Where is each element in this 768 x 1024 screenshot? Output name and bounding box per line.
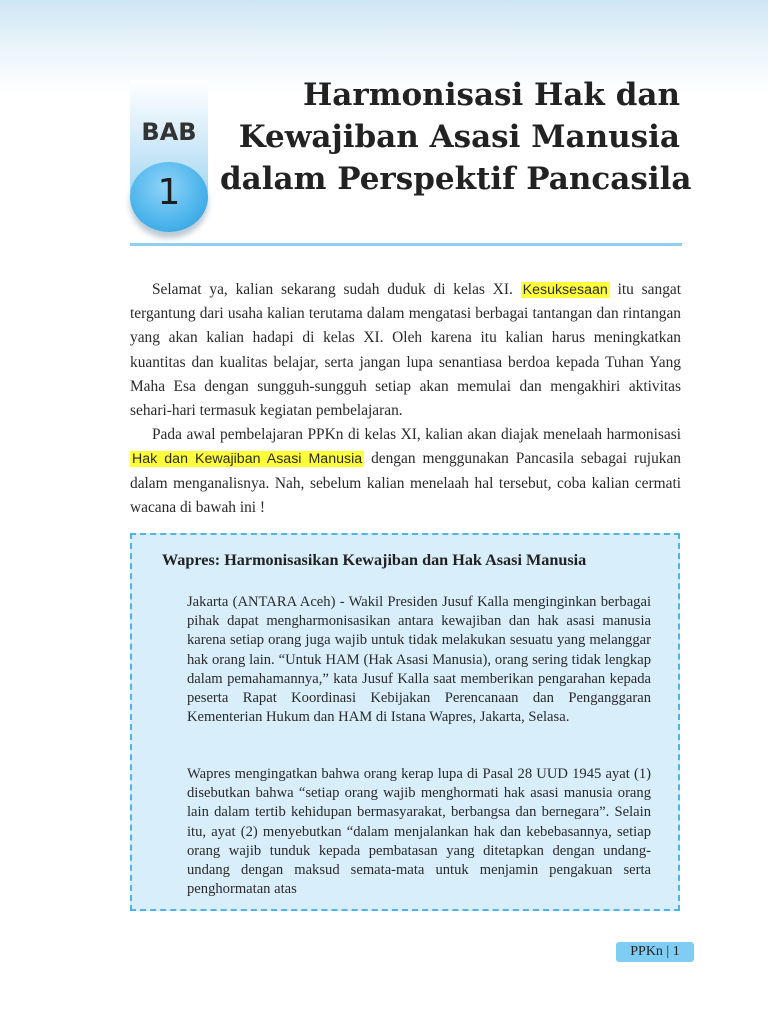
intro-text-run: itu sangat tergantung dari usaha kalian terutama dalam mengatasi berbagai tantangan dan rintangan yang akan kalian hadapi di kelas XI. Oleh karena itu kalian harus meningkatkan kuantitas dan kualitas belajar, serta jangan lupa senantiasa berdoa kepada Tuhan Yang Maha Esa dengan sungguh-sungguh setiap akan memulai dan mengakhiri aktivitas sehari-hari termasuk kegiatan pembelajaran.: [130, 281, 681, 420]
chapter-title-line: dalam Perspektif Pancasila: [220, 161, 692, 197]
intro-text-run: Pada awal pembelajaran PPKn di kelas XI, kalian akan diajak menelaah harmonisasi: [152, 426, 681, 444]
news-paragraph: Wapres mengingatkan bahwa orang kerap lupa di Pasal 28 UUD 1945 ayat (1) disebutkan bahwa “setiap orang wajib menghormati hak asasi manusia orang lain dalam tertib kehidupan bermasyarakat, berbangsa dan bernegara”. Selain itu, ayat (2) menyebutkan “dalam menjalankan hak dan kebebasannya, setiap orang wajib tunduk kepada pembatasan yang ditetapkan dengan undang-undang dengan maksud semata-mata untuk menjamin pengakuan serta penghormatan atas: [187, 766, 651, 898]
chapter-badge: [130, 80, 208, 230]
highlighted-term: Hak dan Kewajiban Asasi Manusia: [132, 451, 363, 468]
news-title: Wapres: Harmonisasikan Kewajiban dan Hak Asasi Manusia: [162, 551, 587, 569]
news-paragraph: Jakarta (ANTARA Aceh) - Wakil Presiden Jusuf Kalla menginginkan berbagai pihak dapat mengharmonisasikan antara kewajiban dan hak asasi manusia karena setiap orang juga wajib untuk tidak melakukan sesuatu yang melanggar hak orang lain. “Untuk HAM (Hak Asasi Manusia), orang sering tidak lengkap dalam pemahamannya,” kata Jusuf Kalla saat memberikan pengarahan kepada peserta Rapat Koordinasi Kebijakan Perencanaan dan Penganggaran Kementerian Hukum dan HAM di Istana Wapres, Jakarta, Selasa.: [187, 594, 651, 726]
title-divider: [130, 243, 682, 246]
chapter-title-line: Harmonisasi Hak dan: [302, 77, 680, 113]
intro-paragraph: [130, 423, 681, 520]
chapter-label: BAB: [141, 118, 197, 146]
news-article-box: [130, 533, 680, 911]
intro-text-run: dengan menggunakan Pancasila sebagai rujukan dalam menganalisnya. Nah, sebelum kalian menelaah hal tersebut, coba kalian cermati wacana di bawah ini !: [130, 450, 681, 516]
intro-text-run: Selamat ya, kalian sekarang sudah duduk di kelas XI.: [152, 281, 521, 298]
page-number-badge: PPKn | 1: [616, 942, 694, 962]
chapter-number-circle: [130, 162, 208, 232]
intro-text: [130, 278, 681, 520]
chapter-number: 1: [157, 172, 181, 213]
chapter-title-line: Kewajiban Asasi Manusia: [238, 119, 680, 155]
chapter-title: [220, 74, 692, 200]
intro-paragraph: [130, 278, 681, 423]
highlighted-term: Kesuksesaan: [522, 282, 608, 298]
